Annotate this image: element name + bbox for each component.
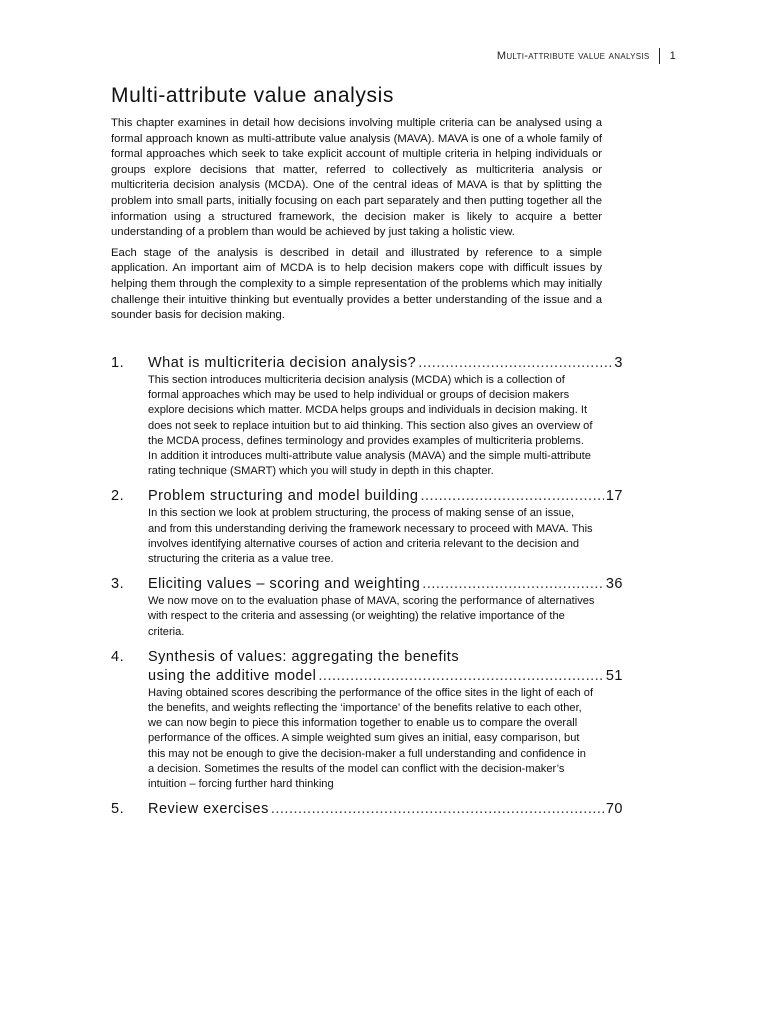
header-divider — [659, 48, 660, 64]
toc-number: 2. — [111, 488, 125, 505]
toc-heading-text: using the additive model — [148, 667, 317, 684]
toc-heading[interactable] — [148, 354, 623, 373]
toc-description: We now move on to the evaluation phase of MAVA, scoring the performance of alternatives with respect to the criteria and assessing (or weighting) the relative importance of the criteria. — [148, 595, 595, 638]
toc-heading[interactable] — [148, 800, 623, 819]
toc-heading-text: Review exercises — [148, 801, 269, 818]
toc-entry-1 — [111, 354, 623, 479]
toc-page-number: 3 — [614, 355, 623, 371]
toc-description: Having obtained scores describing the performance of the office sites in the light of each of the benefits, and weights reflecting the ‘importance’ of the benefits relative to each other, we can now begin to piece this information together to enable us to compare the overall performance of the offices. A simple weighted sum gives an initial, easy comparison, but this may not be enough to give the decision-maker a full understanding and confidence in a decision. Sometimes the results of the model can conflict with the decision-maker’s intuition – forcing further hard thinking — [148, 686, 594, 791]
running-header — [497, 48, 676, 64]
toc-page-number: 51 — [605, 667, 623, 684]
intro-paragraph-1: This chapter examines in detail how decisions involving multiple criteria can be analysed using a formal approach known as multi-attribute value analysis (MAVA). MAVA is one of a whole family of formal approaches which seek to take explicit account of multiple criteria in helping individuals or groups explore decisions that matter, referred to collectively as multicriteria analysis or multicriteria decision analysis (MCDA). One of the central ideas of MAVA is that by splitting the problem into small parts, initially focusing on each part separately and then putting together all the information using a structured framework, the decision maker is likely to acquire a better understanding of a problem than would be achieved by just taking a holistic view. — [111, 117, 602, 239]
dot-leader — [271, 800, 604, 819]
table-of-contents — [111, 354, 623, 827]
dot-leader — [418, 354, 612, 373]
toc-entry-2 — [111, 487, 623, 567]
toc-heading[interactable] — [148, 487, 623, 506]
toc-page-number: 17 — [605, 488, 623, 505]
toc-heading[interactable] — [148, 575, 623, 594]
toc-number: 1. — [111, 355, 125, 371]
page-number: 1 — [669, 50, 676, 62]
intro-text — [111, 116, 602, 324]
toc-description: This section introduces multicriteria decision analysis (MCDA) which is a collection of formal approaches which may be used to help individual or groups of decision makers explore decisions which matter. MCDA helps groups and individuals in decision making. It does not seek to replace intuition but to aid thinking. This section also gives an overview of the MCDA process, defines terminology and provides examples of multicriteria problems. In addition it introduces multi-attribute value analysis (MAVA) and the simple multi-attribute rating technique (SMART) which you will study in depth in this chapter. — [148, 374, 593, 478]
chapter-intro — [111, 82, 602, 329]
toc-heading-first-line[interactable]: Synthesis of values: aggregating the benefits — [148, 648, 460, 665]
toc-heading-text: Eliciting values – scoring and weighting — [148, 576, 421, 593]
toc-page-number: 70 — [605, 801, 623, 818]
toc-heading[interactable] — [148, 667, 623, 686]
toc-entry-4 — [111, 648, 623, 792]
toc-heading-text: Problem structuring and model building — [148, 488, 419, 505]
intro-paragraph-2: Each stage of the analysis is described in detail and illustrated by reference to a simple application. An important aim of MCDA is to help decision makers cope with difficult issues by helping them through the complexity to a simple representation of the problems which may initially challenge their intuitive thinking but eventually provides a better understanding of the issue and a sounder basis for decision making. — [111, 246, 602, 322]
toc-number: 4. — [111, 648, 125, 665]
toc-number: 3. — [111, 576, 125, 593]
toc-heading-text: What is multicriteria decision analysis? — [148, 355, 417, 371]
dot-leader — [422, 575, 604, 594]
toc-number: 5. — [111, 801, 125, 818]
running-title: Multi-attribute value analysis — [496, 50, 650, 62]
dot-leader — [318, 667, 603, 686]
toc-entry-3 — [111, 575, 623, 640]
chapter-title: Multi-attribute value analysis — [111, 84, 394, 107]
toc-description: In this section we look at problem structuring, the process of making sense of an issue, and from this understanding deriving the framework necessary to proceed with MAVA. This involves identifying alternative courses of action and criteria relevant to the decision and structuring the criteria as a value tree. — [148, 507, 593, 566]
toc-entry-5 — [111, 800, 623, 819]
dot-leader — [420, 487, 603, 506]
toc-page-number: 36 — [605, 576, 623, 593]
